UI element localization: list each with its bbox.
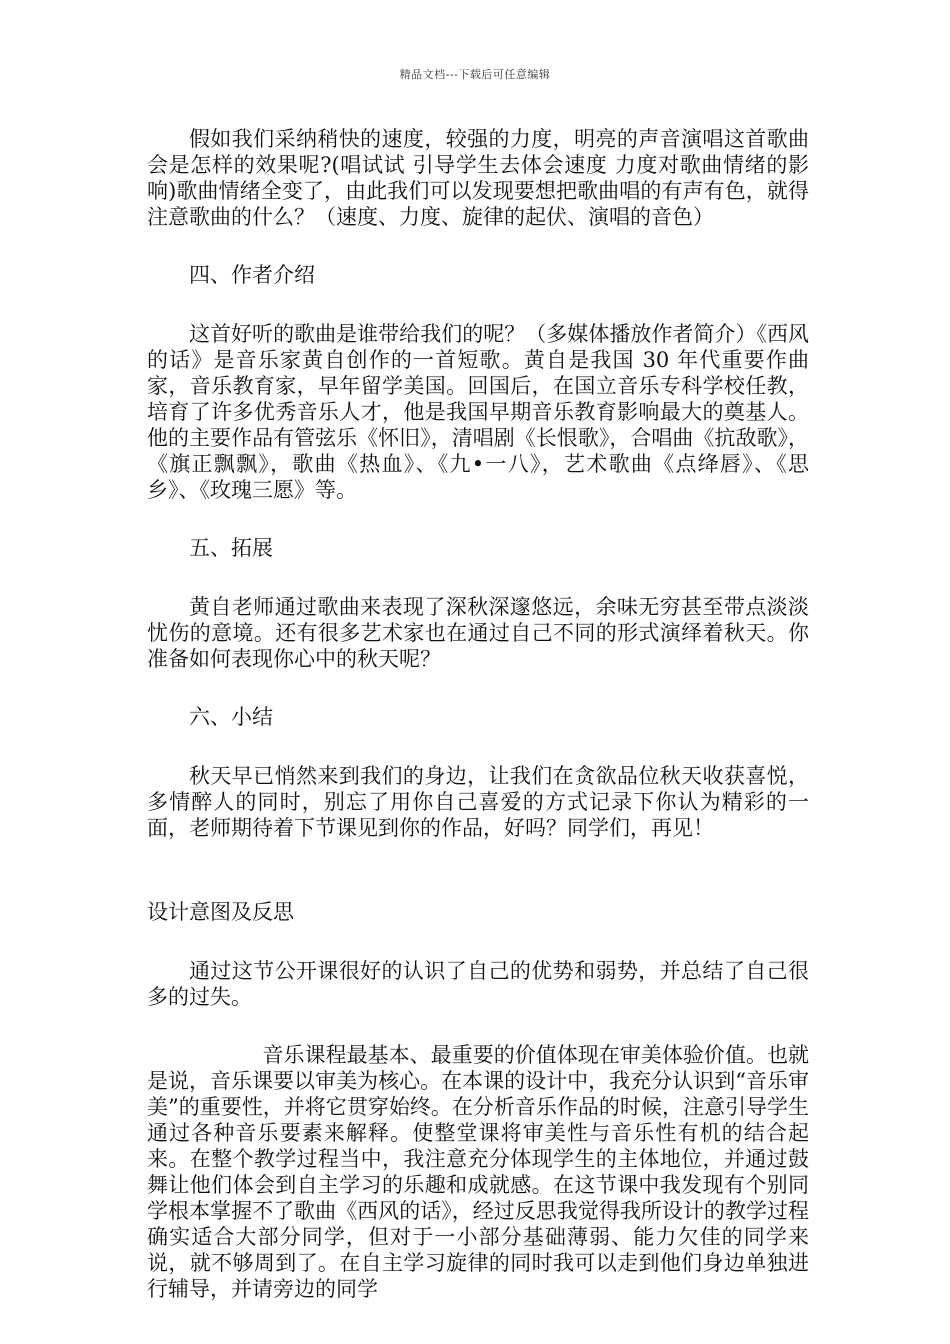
- section-heading-design-reflection: 设计意图及反思: [147, 900, 294, 924]
- section-heading-summary: 六、小结: [189, 705, 273, 729]
- page-header: 精品文档---下载后可任意编辑: [399, 68, 551, 81]
- paragraph-author-intro: 这首好听的歌曲是谁带给我们的呢？（多媒体播放作者简介）《西风的话》是音乐家黄自创作的一首短歌。黄自是我国 30 年代重要作曲家，音乐教育家，早年留学美国。回国后，在国立音乐专科学校任教，培育了许多优秀音乐人才，他是我国早期音乐教育影响最大的奠基人。 他的主要作品有管弦乐《怀旧》，清唱剧《长恨歌》，合唱曲《抗敌歌》，《旗正飘飘》，歌曲《热血》、《九•一八》，艺术歌曲《点绛唇》、《思乡》、《玫瑰三愿》等。: [147, 322, 809, 502]
- paragraph-summary: 秋天早已悄然来到我们的身边，让我们在贪欲品位秋天收获喜悦，多情醉人的同时，别忘了用你自己喜爱的方式记录下你认为精彩的一面，老师期待着下节课见到你的作品，好吗？同学们，再见！: [147, 764, 809, 840]
- paragraph-singing-effect: 假如我们采纳稍快的速度，较强的力度，明亮的声音演唱这首歌曲会是怎样的效果呢?(唱试试 引导学生去体会速度 力度对歌曲情绪的影响)歌曲情绪全变了，由此我们可以发现要想把歌曲唱的有声有色，就得注意歌曲的什么？（速度、力度、旋律的起伏、演唱的音色）: [147, 127, 809, 229]
- paragraph-reflection-body: 音乐课程最基本、最重要的价值体现在审美体验价值。也就是说，音乐课要以审美为核心。在本课的设计中，我充分认识到“音乐审美”的重要性，并将它贯穿始终。在分析音乐作品的时候，注意引导学生通过各种音乐要素来解释。使整堂课将审美性与音乐性有机的结合起来。在整个教学过程当中，我注意充分体现学生的主体地位，并通过鼓舞让他们体会到自主学习的乐趣和成就感。在这节课中我发现有个别同学根本掌握不了歌曲《西风的话》，经过反思我觉得我所设计的教学过程确实适合大部分同学，但对于一小部分基础薄弱、能力欠佳的同学来说，就不够周到了。在自主学习旋律的同时我可以走到他们身边单独进行辅导，并请旁边的同学: [147, 1043, 809, 1301]
- section-heading-author: 四、作者介绍: [189, 263, 315, 287]
- paragraph-reflection-intro: 通过这节公开课很好的认识了自己的优势和弱势，并总结了自己很多的过失。: [147, 959, 809, 1009]
- paragraph-extension: 黄自老师通过歌曲来表现了深秋深邃悠远，余味无穷甚至带点淡淡忧伤的意境。还有很多艺术家也在通过自己不同的形式演绎着秋天。你准备如何表现你心中的秋天呢？: [147, 595, 809, 671]
- section-heading-extension: 五、拓展: [189, 536, 273, 560]
- document-body: [147, 126, 809, 1302]
